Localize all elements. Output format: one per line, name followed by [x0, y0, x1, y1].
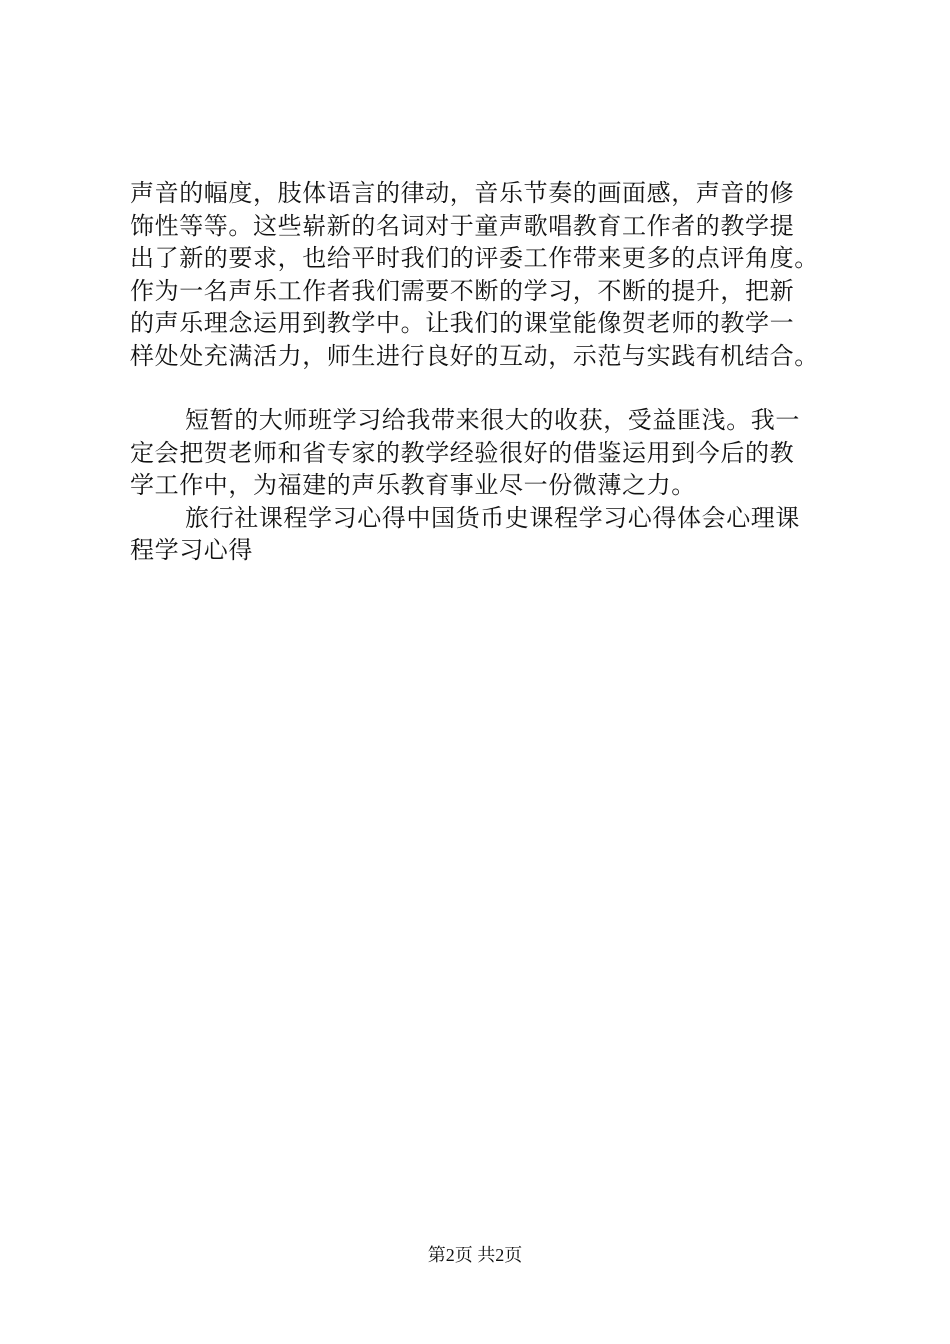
document-body — [130, 177, 850, 567]
paragraph-line: 饰性等等。这些崭新的名词对于童声歌唱教育工作者的教学提 — [130, 211, 795, 240]
paragraph-1 — [130, 177, 850, 372]
paragraph-line: 学工作中，为福建的声乐教育事业尽一份微薄之力。 — [130, 471, 696, 499]
paragraph-line: 样处处充满活力，师生进行良好的互动，示范与实践有机结合。 — [130, 341, 819, 370]
page-footer — [0, 1243, 950, 1267]
paragraph-line: 出了新的要求，也给平时我们的评委工作带来更多的点评角度。 — [130, 244, 819, 272]
paragraph-line: 作为一名声乐工作者我们需要不断的学习，不断的提升，把新 — [130, 276, 795, 305]
page-number-indicator: 第2页 共2页 — [427, 1245, 523, 1265]
paragraph-3 — [130, 502, 850, 567]
paragraph-line: 旅行社课程学习心得中国货币史课程学习心得体会心理课 — [185, 503, 800, 532]
paragraph-line: 的声乐理念运用到教学中。让我们的课堂能像贺老师的教学一 — [130, 309, 795, 337]
paragraph-line: 短暂的大师班学习给我带来很大的收获，受益匪浅。我一 — [185, 406, 800, 434]
paragraph-line: 程学习心得 — [130, 536, 253, 564]
paragraph-line: 定会把贺老师和省专家的教学经验很好的借鉴运用到今后的教 — [130, 438, 795, 467]
paragraph-line: 声音的幅度，肢体语言的律动，音乐节奏的画面感，声音的修 — [130, 179, 795, 207]
paragraph-spacer — [130, 372, 850, 404]
paragraph-2 — [130, 404, 850, 502]
